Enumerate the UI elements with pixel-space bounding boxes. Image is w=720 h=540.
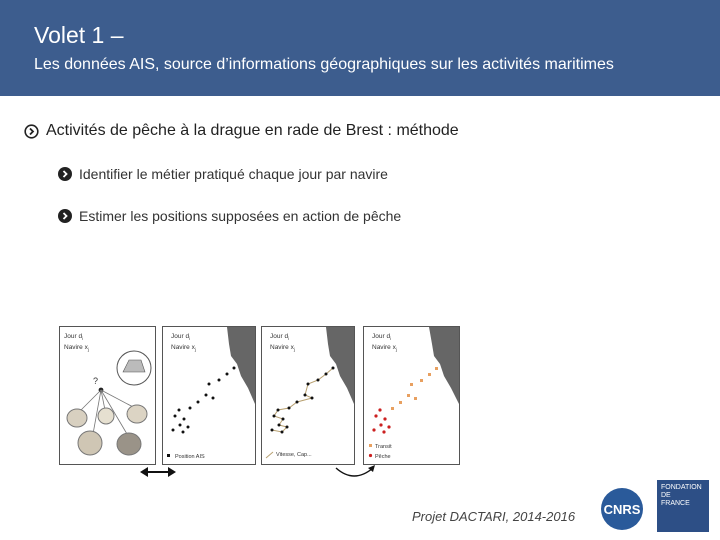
- scallop-shell: [78, 431, 102, 455]
- bullet-main: [24, 122, 459, 140]
- panel4-legend-transit: Transit: [375, 444, 392, 450]
- panel4-legend-peche: Pêche: [375, 454, 391, 460]
- bullet-sub-2-text: Estimer les positions supposées en action de pêche: [79, 208, 402, 224]
- panel1-question: ?: [93, 376, 99, 386]
- panel2-legend: Position AIS: [175, 454, 205, 460]
- panel-fishing-positions: [364, 327, 460, 465]
- panel1-day: Jour $d_i$: [64, 333, 84, 341]
- panel-classification: [60, 327, 156, 465]
- bullet-sub-1: [58, 166, 388, 182]
- panel2-day: Jour $d_i$: [171, 333, 191, 341]
- scallop-shell: [67, 409, 87, 427]
- scallop-shell: [98, 408, 114, 424]
- slide-subtitle: Les données AIS, source d’informations géographiques sur les activités maritimes: [34, 56, 614, 73]
- cnrs-logo: [597, 486, 647, 532]
- fondation-de-france-logo: FONDATION DE FRANCE: [657, 480, 709, 532]
- bullet-sub-2: [58, 208, 401, 224]
- circle-arrow-icon: [58, 209, 72, 223]
- method-figure: [59, 322, 464, 484]
- curved-arrow-icon: [336, 465, 375, 476]
- scallop-shell: [127, 405, 147, 423]
- slide-header: [0, 0, 720, 96]
- bullet-main-text: Activités de pêche à la drague en rade de Brest : méthode: [46, 122, 459, 139]
- double-arrow-icon: [140, 467, 176, 477]
- panel-speed-heading: [262, 327, 355, 465]
- project-credit: Projet DACTARI, 2014-2016: [412, 509, 576, 524]
- panel4-day: Jour $d_i$: [372, 333, 392, 341]
- circle-arrow-icon: [24, 124, 39, 139]
- panel1-vessel: Navire $x_j$: [64, 344, 89, 352]
- panel-ais-positions: [163, 327, 256, 465]
- svg-text:CNRS: CNRS: [603, 502, 641, 517]
- panel3-vessel: Navire $x_j$: [270, 344, 295, 352]
- slide-title: Volet 1 –: [34, 22, 124, 48]
- panel3-legend: Vitesse, Cap...: [276, 452, 312, 458]
- panel4-vessel: Navire $x_j$: [372, 344, 397, 352]
- scallop-shell: [117, 433, 141, 455]
- panel3-day: Jour $d_i$: [270, 333, 290, 341]
- bullet-sub-1-text: Identifier le métier pratiqué chaque jour par navire: [79, 166, 388, 182]
- circle-arrow-icon: [58, 167, 72, 181]
- panel2-vessel: Navire $x_j$: [171, 344, 196, 352]
